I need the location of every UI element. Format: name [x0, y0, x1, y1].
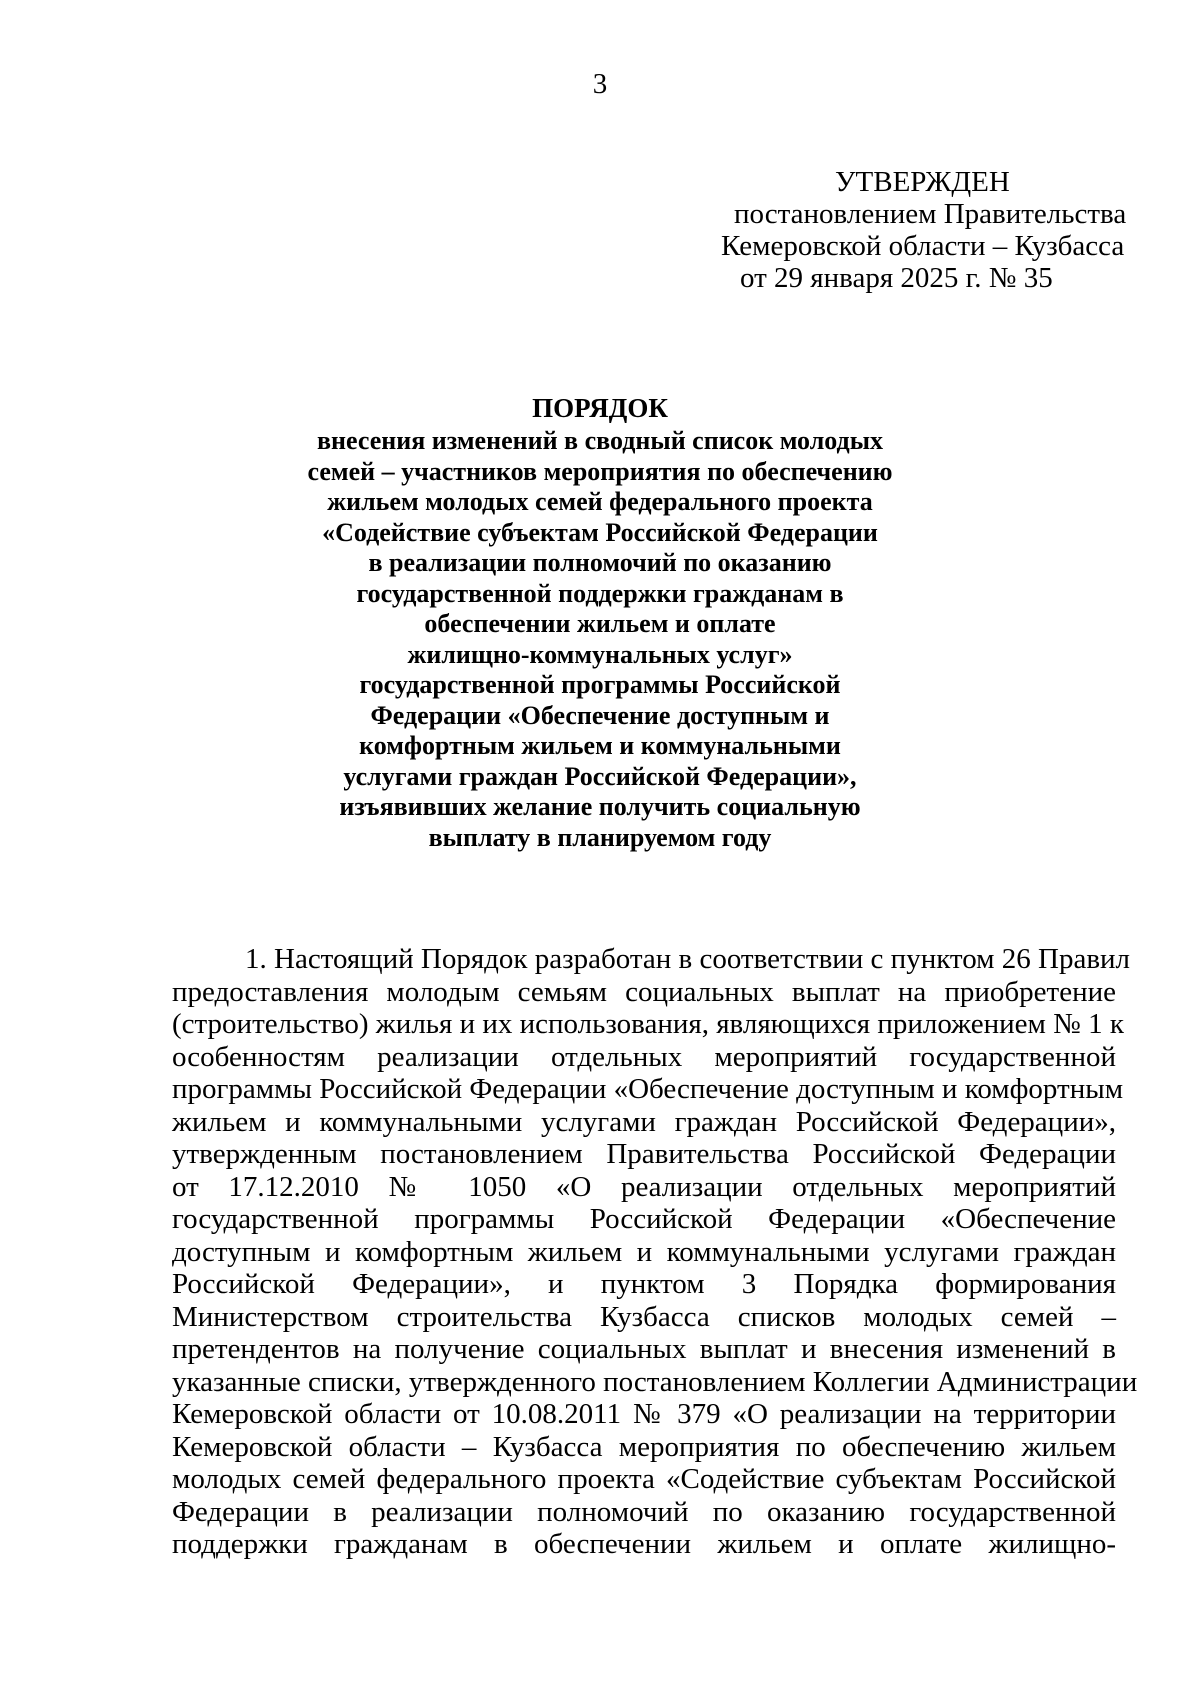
subtitle-line: изъявивших желание получить социальную	[339, 792, 861, 821]
body-line: 1. Настоящий Порядок разработан в соответствии с пунктом 26 Правил	[245, 943, 1131, 975]
body-paragraph-1	[172, 943, 1138, 1561]
approval-line-decree: постановлением Правительства	[734, 198, 1127, 230]
subtitle-line: государственной программы Российской	[359, 670, 841, 699]
body-line: предоставления молодым семьям социальных выплат на приобретение	[172, 975, 1116, 1008]
document-title: ПОРЯДОК	[532, 393, 668, 423]
page-number: 3	[592, 68, 608, 100]
document-subtitle	[0, 426, 1200, 853]
body-line: Кемеровской области от 10.08.2011 № 379 «О реализации на территории	[172, 1398, 1116, 1430]
body-line: Российской Федерации», и пунктом 3 Порядка формирования	[172, 1268, 1116, 1300]
body-line: особенностям реализации отдельных мероприятий государственной	[172, 1040, 1116, 1073]
subtitle-line: государственной поддержки гражданам в	[356, 578, 844, 608]
body-line: указанные списки, утвержденного постановлением Коллегии Администрации	[172, 1365, 1138, 1398]
subtitle-line: внесения изменений в сводный список молодых	[316, 426, 884, 455]
subtitle-line: жильем молодых семей федерального проекта	[327, 487, 873, 516]
body-line: от 17.12.2010 № 1050 «О реализации отдельных мероприятий	[172, 1170, 1116, 1203]
body-line: (строительство) жилья и их использования, являющихся приложением № 1 к	[172, 1008, 1124, 1040]
subtitle-line: обеспечении жильем и оплате	[424, 609, 776, 638]
body-line: доступным и комфортным жильем и коммунальными услугами граждан	[172, 1235, 1116, 1268]
subtitle-line: Федерации «Обеспечение доступным и	[370, 700, 830, 730]
body-line: жильем и коммунальными услугами граждан Российской Федерации»,	[172, 1105, 1116, 1138]
body-line: государственной программы Российской Федерации «Обеспечение	[172, 1203, 1116, 1235]
subtitle-line: «Содействие субъектам Российской Федерации	[322, 517, 878, 547]
body-line: молодых семей федерального проекта «Содействие субъектам Российской	[172, 1463, 1116, 1495]
body-line: программы Российской Федерации «Обеспечение доступным и комфортным	[172, 1073, 1124, 1105]
subtitle-line: услугами граждан Российской Федерации»,	[343, 761, 857, 791]
subtitle-line: в реализации полномочий по оказанию	[368, 548, 832, 577]
approval-line-date: от 29 января 2025 г. № 35	[740, 262, 1053, 294]
body-line: Кемеровской области – Кузбасса мероприятия по обеспечению жильем	[172, 1430, 1116, 1463]
body-line: Министерством строительства Кузбасса списков молодых семей –	[172, 1300, 1116, 1333]
approval-line-region: Кемеровской области – Кузбасса	[721, 230, 1125, 262]
approval-title: УТВЕРЖДЕН	[835, 166, 1010, 198]
body-line: Федерации в реализации полномочий по оказанию государственной	[172, 1495, 1116, 1528]
subtitle-line: жилищно-коммунальных услуг»	[407, 639, 793, 669]
subtitle-line: комфортным жильем и коммунальными	[359, 731, 841, 760]
body-line: претендентов на получение социальных выплат и внесения изменений в	[172, 1333, 1116, 1365]
body-line: утвержденным постановлением Правительства Российской Федерации	[172, 1138, 1116, 1170]
subtitle-line: семей – участников мероприятия по обеспечению	[307, 456, 893, 486]
subtitle-line: выплату в планируемом году	[428, 822, 772, 852]
body-line: поддержки гражданам в обеспечении жильем и оплате жилищно-	[172, 1528, 1116, 1560]
